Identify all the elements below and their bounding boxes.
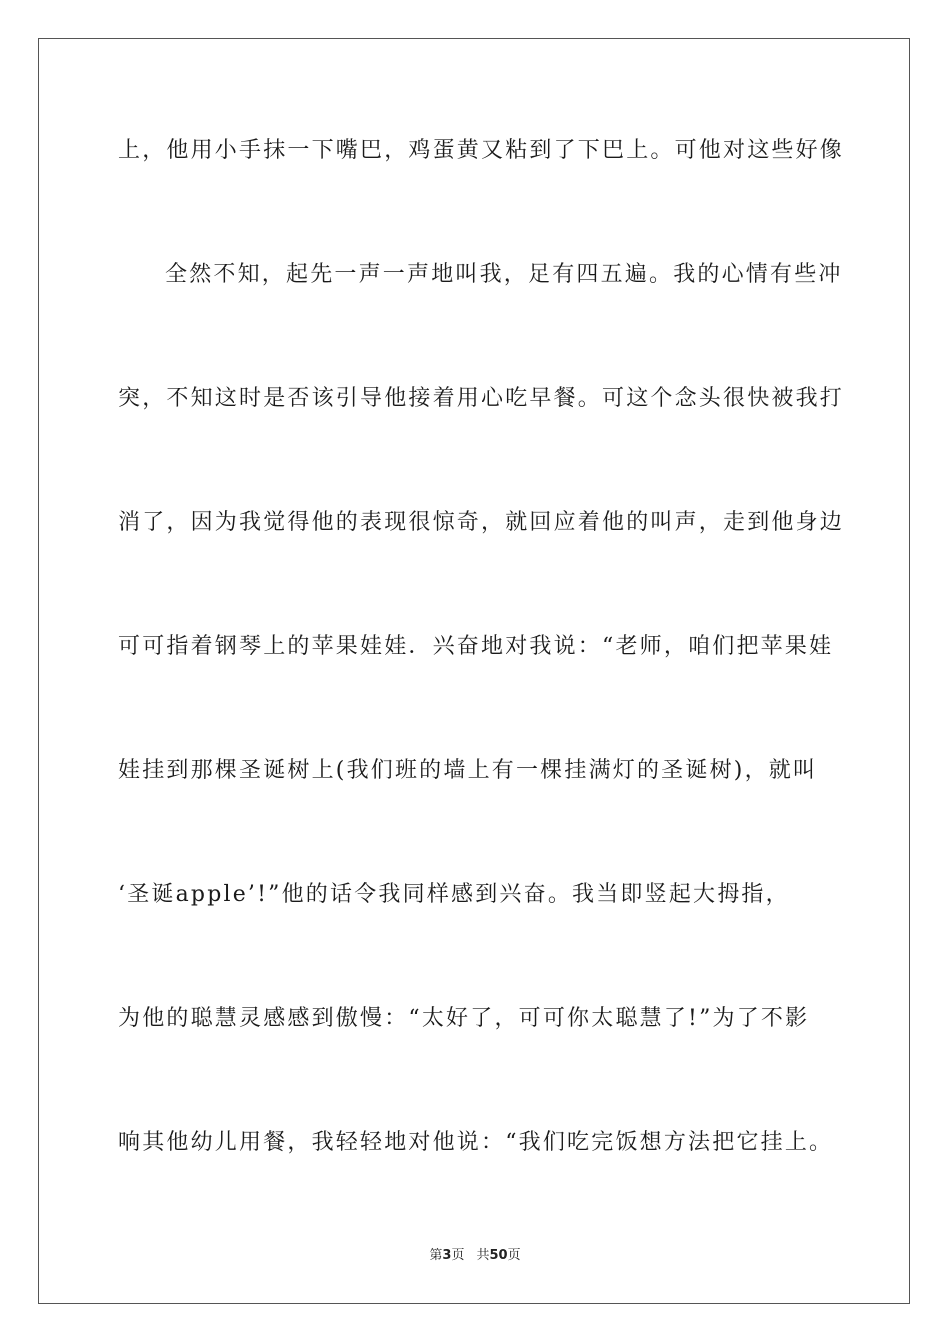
- body-line-3: 突，不知这时是否该引导他接着用心吃早餐。可这个念头很快被我打: [118, 386, 845, 411]
- footer-prefix: 第: [429, 1248, 443, 1263]
- body-line-5: 可可指着钢琴上的苹果娃娃．兴奋地对我说：“老师，咱们把苹果娃: [118, 634, 834, 659]
- page-border: [38, 38, 910, 1304]
- total-suffix: 页: [507, 1248, 521, 1263]
- total-prefix: 共: [476, 1248, 490, 1263]
- body-line-4: 消了，因为我觉得他的表现很惊奇，就回应着他的叫声，走到他身边: [118, 510, 845, 535]
- body-line-7: ‘圣诞apple’!”他的话令我同样感到兴奋。我当即竖起大拇指，: [118, 882, 790, 907]
- body-line-1: 上，他用小手抹一下嘴巴，鸡蛋黄又粘到了下巴上。可他对这些好像: [118, 138, 845, 163]
- page-footer: [0, 1247, 950, 1265]
- page-suffix: 页: [451, 1248, 465, 1263]
- total-pages: 50: [489, 1248, 508, 1263]
- body-line-8: 为他的聪慧灵感感到傲慢：“太好了，可可你太聪慧了!”为了不影: [118, 1006, 810, 1031]
- body-line-9: 响其他幼儿用餐，我轻轻地对他说：“我们吃完饭想方法把它挂上。: [118, 1130, 834, 1155]
- body-line-6: 娃挂到那棵圣诞树上(我们班的墙上有一棵挂满灯的圣诞树)，就叫: [118, 758, 818, 783]
- page-number: 3: [442, 1248, 452, 1263]
- body-line-2: 全然不知，起先一声一声地叫我，足有四五遍。我的心情有些冲: [165, 262, 843, 287]
